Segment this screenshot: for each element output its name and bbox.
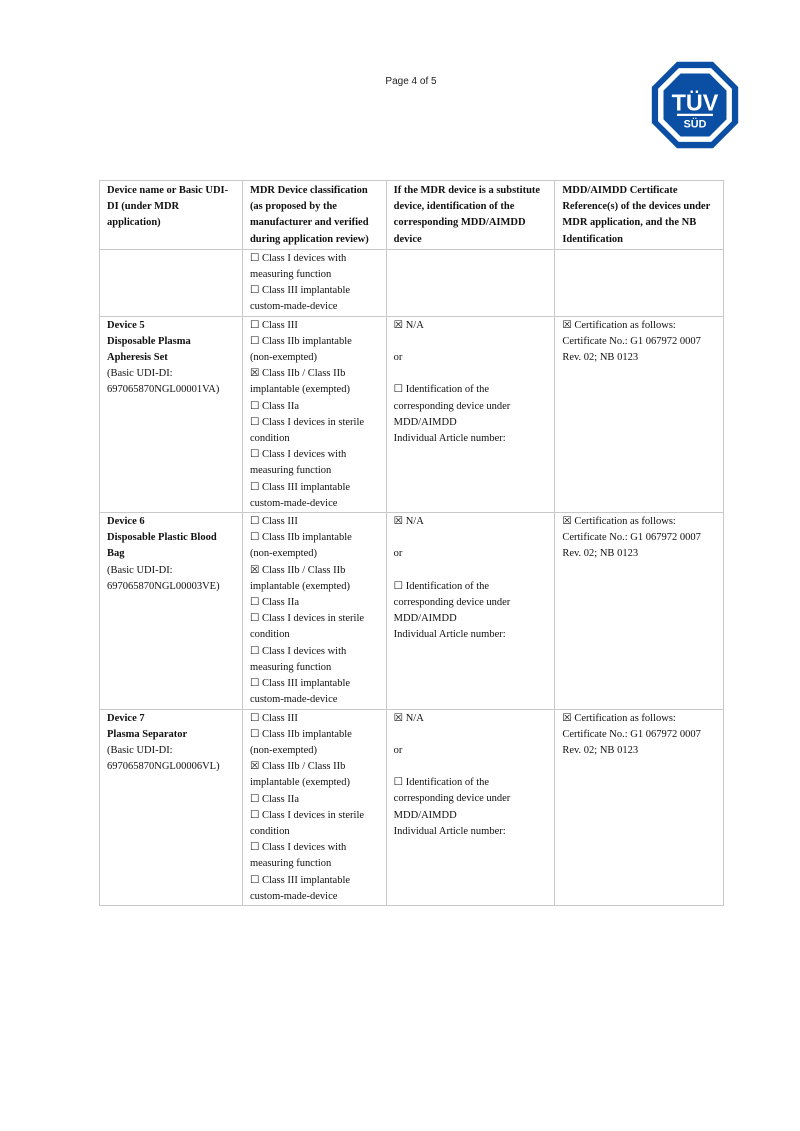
tuv-sud-octagon-icon [650, 60, 740, 150]
table-row-device-5 [100, 316, 724, 512]
classification-cell: ☐ Class III ☐ Class IIb implantable (non-exempted) ☒ Class IIb / Class IIb implantable (exempted) ☐ Class IIa ☐ Class I devices in sterile condition ☐ Class I devices with measuring function ☐ Class III implantable custom-made-device [242, 709, 386, 905]
continuation-substitute-cell [386, 249, 555, 316]
tuv-sud-logo [650, 60, 740, 150]
continuation-certificate-cell [555, 249, 724, 316]
certificate-cell: ☒ Certification as follows: Certificate No.: G1 067972 0007 Rev. 02; NB 0123 [555, 709, 724, 905]
classification-cell: ☐ Class III ☐ Class IIb implantable (non-exempted) ☒ Class IIb / Class IIb implantable (exempted) ☐ Class IIa ☐ Class I devices in sterile condition ☐ Class I devices with measuring function ☐ Class III implantable custom-made-device [242, 513, 386, 709]
header-classification: MDR Device classification (as proposed by the manufacturer and verified during application review) [242, 181, 386, 250]
continuation-device-cell [100, 249, 243, 316]
device-name-cell: Device 5 Disposable Plasma Apheresis Set (Basic UDI-DI: 697065870NGL00001VA) [100, 316, 243, 512]
logo-text-bottom: SÜD [683, 118, 707, 131]
table-row-continuation [100, 249, 724, 316]
substitute-cell: ☒ N/A or ☐ Identification of the corresponding device under MDD/AIMDD Individual Article number: [386, 709, 555, 905]
certificate-device-table [99, 180, 724, 906]
continuation-classification-cell: ☐ Class I devices with measuring function ☐ Class III implantable custom-made-device [242, 249, 386, 316]
table-row-device-6 [100, 513, 724, 709]
substitute-cell: ☒ N/A or ☐ Identification of the corresponding device under MDD/AIMDD Individual Article number: [386, 316, 555, 512]
certificate-cell: ☒ Certification as follows: Certificate No.: G1 067972 0007 Rev. 02; NB 0123 [555, 513, 724, 709]
logo-text-top: TÜV [671, 89, 719, 116]
page-number: Page 4 of 5 [385, 76, 437, 87]
classification-cell: ☐ Class III ☐ Class IIb implantable (non-exempted) ☒ Class IIb / Class IIb implantable (exempted) ☐ Class IIa ☐ Class I devices in sterile condition ☐ Class I devices with measuring function ☐ Class III implantable custom-made-device [242, 316, 386, 512]
table-row-device-7 [100, 709, 724, 905]
certificate-cell: ☒ Certification as follows: Certificate No.: G1 067972 0007 Rev. 02; NB 0123 [555, 316, 724, 512]
header-certificate-reference: MDD/AIMDD Certificate Reference(s) of the devices under MDR application, and the NB Identification [555, 181, 724, 250]
table-header-row [100, 181, 724, 250]
device-name-cell: Device 7 Plasma Separator (Basic UDI-DI: 697065870NGL00006VL) [100, 709, 243, 905]
device-name-cell: Device 6 Disposable Plastic Blood Bag (Basic UDI-DI: 697065870NGL00003VE) [100, 513, 243, 709]
substitute-cell: ☒ N/A or ☐ Identification of the corresponding device under MDD/AIMDD Individual Article number: [386, 513, 555, 709]
header-substitute: If the MDR device is a substitute device, identification of the corresponding MDD/AIMDD device [386, 181, 555, 250]
header-device-name: Device name or Basic UDI- DI (under MDR application) [100, 181, 243, 250]
